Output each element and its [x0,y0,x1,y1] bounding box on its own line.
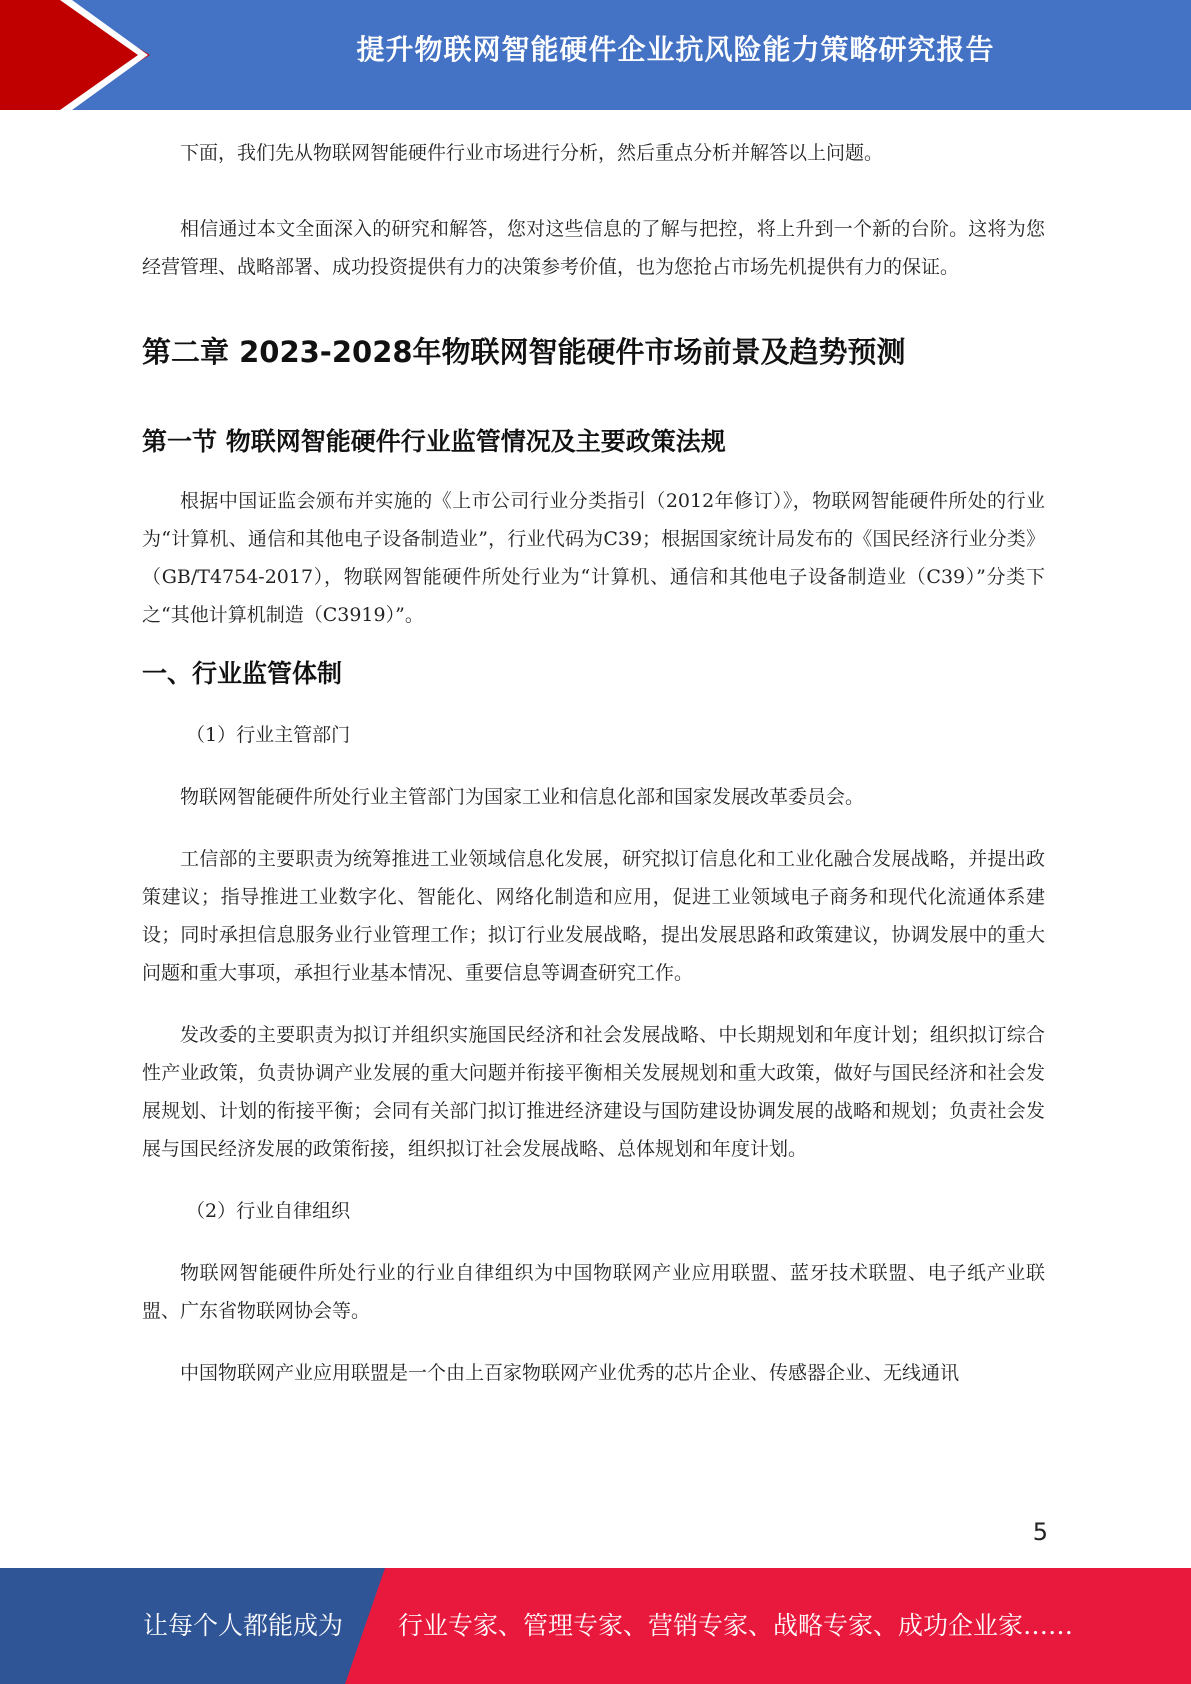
footer-slogan-right: 行业专家、管理专家、营销专家、战略专家、成功企业家…… [398,1611,1074,1640]
header-chevron-icon [0,0,150,110]
body-paragraph: 中国物联网产业应用联盟是一个由上百家物联网产业优秀的芯片企业、传感器企业、无线通讯 [180,1362,960,1384]
header-title: 提升物联网智能硬件企业抗风险能力策略研究报告 [356,33,995,66]
item-label: （1）行业主管部门 [186,724,351,746]
body-paragraph: 发改委的主要职责为拟订并组织实施国民经济和社会发展战略、中长期规划和年度计划；组织拟订综合性产业政策，负责协调产业发展的重大问题并衔接平衡相关发展规划和重大政策，做好与国民经济和社会发展规划、计划的衔接平衡；会同有关部门拟订推进经济建设与国防建设协调发展的战略和规划；负责社会发展与国民经济发展的政策衔接，组织拟订社会发展战略、总体规划和年度计划。 [142,1024,1045,1160]
section-title: 第一节 物联网智能硬件行业监管情况及主要政策法规 [142,427,726,456]
subsection-title: 一、行业监管体制 [142,659,343,688]
intro-paragraph: 相信通过本文全面深入的研究和解答，您对这些信息的了解与把控，将上升到一个新的台阶。这将为您经营管理、战略部署、成功投资提供有力的决策参考价值，也为您抢占市场先机提供有力的保证。 [142,218,1045,278]
page-number: 5 [1032,1518,1048,1546]
page-header [0,0,1191,110]
body-paragraph: 物联网智能硬件所处行业的行业自律组织为中国物联网产业应用联盟、蓝牙技术联盟、电子纸产业联盟、广东省物联网协会等。 [142,1262,1045,1322]
body-paragraph: 物联网智能硬件所处行业主管部门为国家工业和信息化部和国家发展改革委员会。 [180,786,865,808]
chapter-title: 第二章 2023-2028年物联网智能硬件市场前景及趋势预测 [142,335,906,369]
document-body [142,120,1045,1392]
body-paragraph: 工信部的主要职责为统筹推进工业领域信息化发展，研究拟订信息化和工业化融合发展战略，并提出政策建议；指导推进工业数字化、智能化、网络化制造和应用，促进工业领域电子商务和现代化流通体系建设；同时承担信息服务业行业管理工作；拟订行业发展战略，提出发展思路和政策建议，协调发展中的重大问题和重大事项，承担行业基本情况、重要信息等调查研究工作。 [142,848,1045,984]
page-footer [0,1568,1191,1684]
section-paragraph: 根据中国证监会颁布并实施的《上市公司行业分类指引（2012年修订）》，物联网智能硬件所处的行业为“计算机、通信和其他电子设备制造业”，行业代码为C39；根据国家统计局发布的《国民经济行业分类》（GB/T4754-2017），物联网智能硬件所处行业为“计算机、通信和其他电子设备制造业（C39）”分类下之“其他计算机制造（C3919）”。 [142,490,1045,626]
item-label: （2）行业自律组织 [186,1200,351,1222]
intro-paragraph: 下面，我们先从物联网智能硬件行业市场进行分析，然后重点分析并解答以上问题。 [180,142,884,164]
footer-slogan-left: 让每个人都能成为 [143,1611,344,1640]
